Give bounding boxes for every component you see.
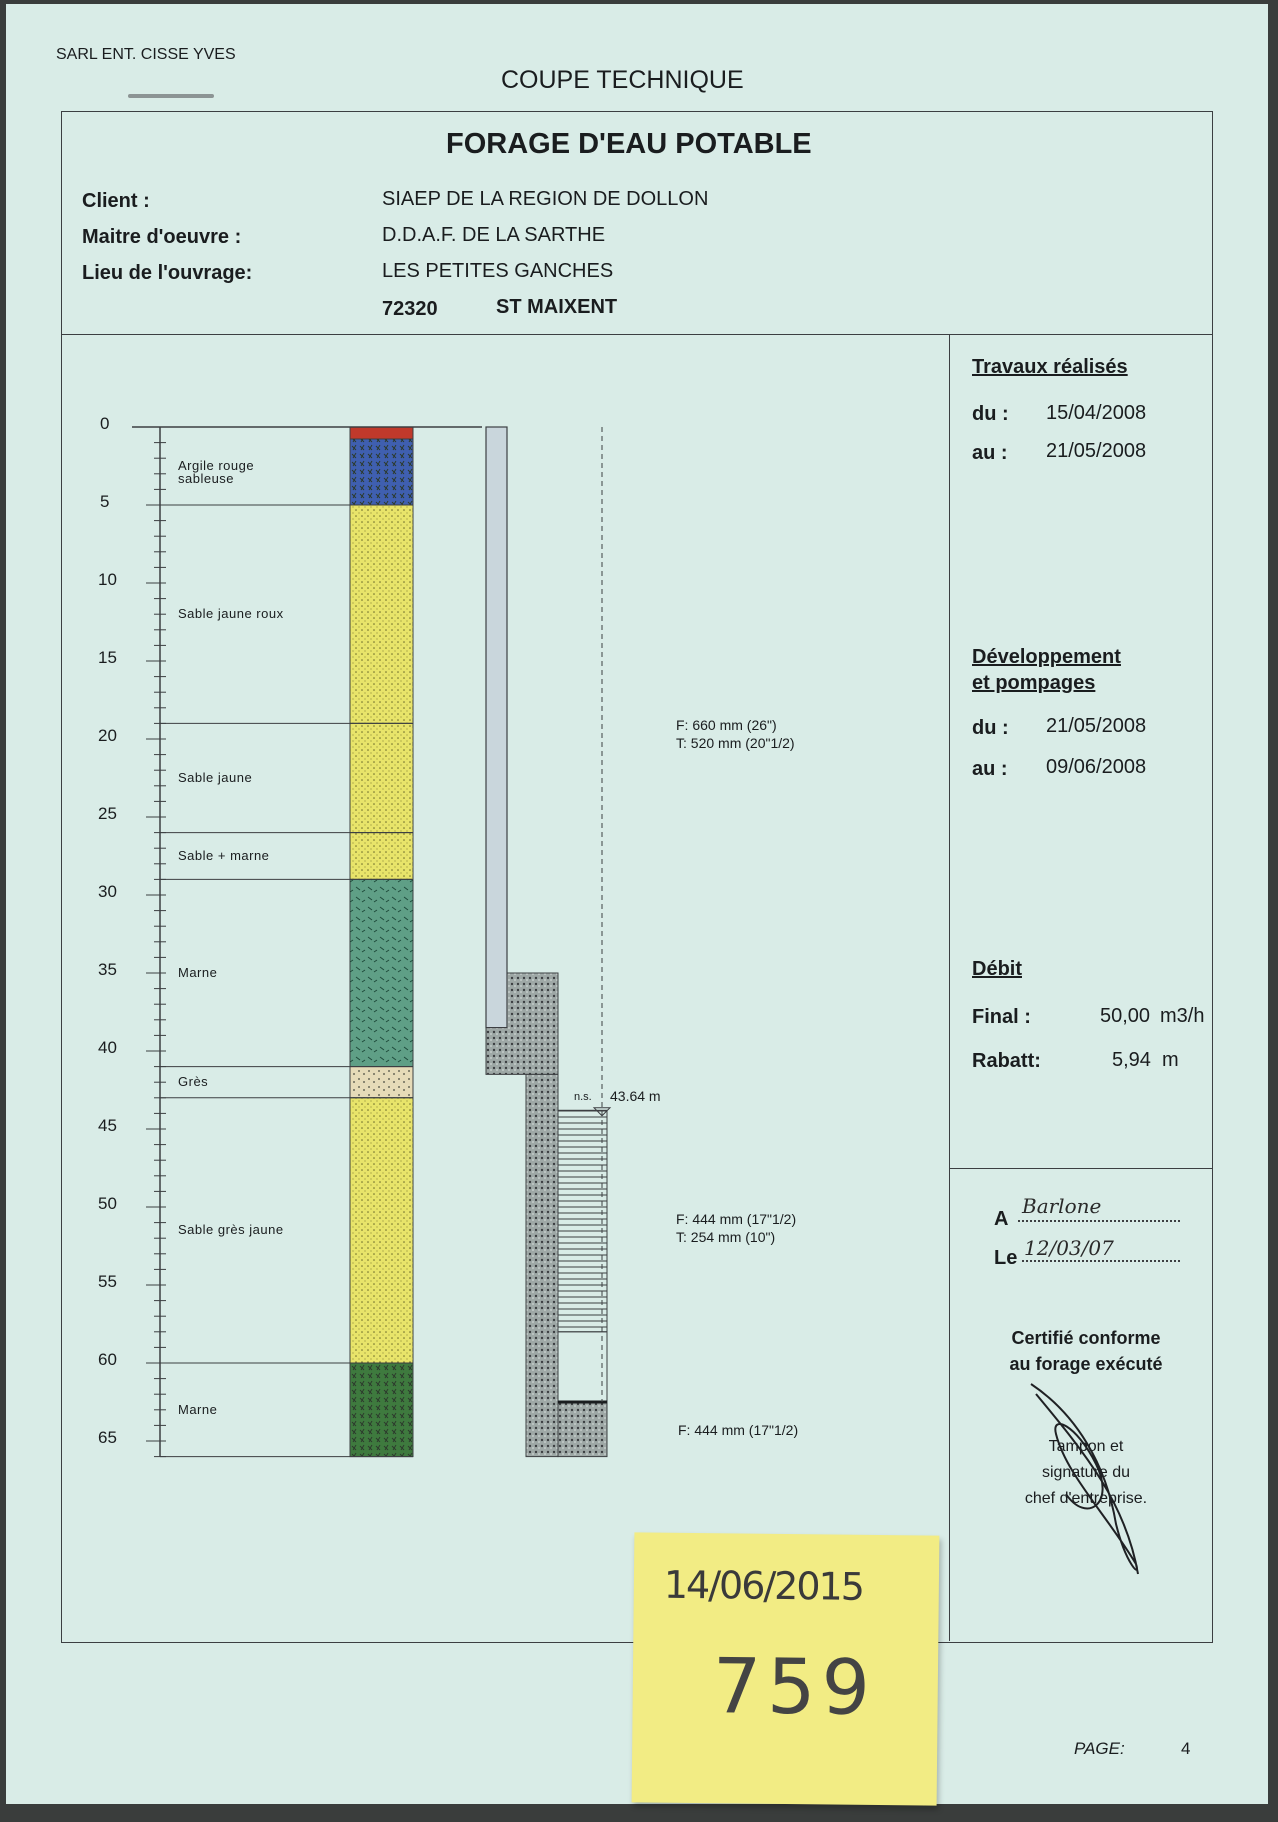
- maitre-label: Maitre d'oeuvre :: [82, 226, 242, 248]
- client-label: Client :: [82, 190, 150, 212]
- layer-label: Argile rouge sableuse: [178, 458, 255, 486]
- date-label: Le: [994, 1247, 1018, 1269]
- casing-upper-drill: F: 660 mm (26"): [676, 717, 777, 733]
- bottom-gravel: [558, 1402, 607, 1457]
- layer-texture: [350, 505, 413, 723]
- final-unit: m3/h: [1160, 1005, 1205, 1027]
- lieu-value: LES PETITES GANCHES: [382, 260, 614, 282]
- rabatt-label: Rabatt:: [972, 1050, 1041, 1072]
- layer-texture: [350, 723, 413, 832]
- depth-tick-label: 0: [100, 414, 110, 433]
- rabatt-value: 5,94: [1112, 1049, 1151, 1071]
- stamp-line-1: Tampon et: [1048, 1438, 1124, 1455]
- layer-label: Sable grès jaune: [178, 1222, 284, 1238]
- travaux-title: Travaux réalisés: [972, 356, 1128, 378]
- layer-label: Sable jaune roux: [178, 606, 284, 622]
- depth-tick-label: 20: [98, 726, 117, 745]
- casing-lower-drill: F: 444 mm (17"1/2): [676, 1211, 797, 1227]
- certified-line-1: Certifié conforme: [1011, 1328, 1161, 1348]
- depth-tick-label: 25: [98, 804, 117, 823]
- depth-tick-label: 65: [98, 1428, 117, 1447]
- layer-texture: [350, 439, 413, 505]
- static-level-value: 43.64 m: [610, 1088, 661, 1104]
- topsoil-band: [350, 427, 413, 439]
- travaux-au-value: 21/05/2008: [1046, 440, 1147, 462]
- dev-au-label: au :: [972, 758, 1008, 780]
- debit-title: Débit: [972, 958, 1022, 980]
- casing-upper-tube: T: 520 mm (20"1/2): [676, 735, 795, 751]
- layer-label: Sable jaune: [178, 770, 253, 785]
- certified-line-2: au forage exécuté: [1009, 1354, 1163, 1374]
- depth-tick-label: 60: [98, 1350, 117, 1369]
- layer-texture: [350, 833, 413, 880]
- dev-du-value: 21/05/2008: [1046, 715, 1147, 737]
- layer-texture: [350, 1098, 413, 1363]
- depth-tick-label: 15: [98, 648, 117, 667]
- sticky-note-date: 14/06/2015: [663, 1562, 864, 1609]
- stamp-line-3: chef d'entreprise.: [1024, 1490, 1148, 1507]
- page-number: 4: [1181, 1739, 1191, 1758]
- place-label: A: [994, 1208, 1009, 1230]
- city: ST MAIXENT: [496, 296, 618, 318]
- stamp-line-2: signature du: [1041, 1464, 1131, 1481]
- dev-au-value: 09/06/2008: [1046, 756, 1147, 778]
- final-label: Final :: [972, 1006, 1031, 1028]
- date-handwritten: 12/03/07: [1024, 1236, 1114, 1260]
- layer-label: Grès: [178, 1074, 209, 1090]
- place-handwritten: Barlone: [1022, 1194, 1102, 1218]
- postcode: 72320: [382, 298, 438, 320]
- depth-tick-label: 30: [98, 882, 117, 901]
- client-value: SIAEP DE LA REGION DE DOLLON: [382, 188, 709, 210]
- document-title: COUPE TECHNIQUE: [501, 66, 744, 94]
- travaux-du-label: du :: [972, 403, 1009, 425]
- layer-label: Marne: [178, 1401, 218, 1417]
- upper-casing-pipe: [486, 427, 507, 1028]
- depth-tick-label: 55: [98, 1272, 117, 1291]
- dev-du-label: du :: [972, 717, 1009, 739]
- depth-tick-label: 40: [98, 1038, 117, 1057]
- well-sump: [558, 1332, 607, 1402]
- main-title: FORAGE D'EAU POTABLE: [446, 128, 812, 160]
- final-value: 50,00: [1100, 1005, 1151, 1027]
- dev-title-2: et pompages: [972, 672, 1096, 694]
- rabatt-unit: m: [1162, 1049, 1179, 1071]
- layer-label: Sable + marne: [178, 848, 270, 863]
- well-screen: [558, 1110, 607, 1332]
- casing-lower-tube: T: 254 mm (10"): [676, 1229, 776, 1245]
- depth-tick-label: 35: [98, 960, 117, 979]
- travaux-au-label: au :: [972, 442, 1008, 464]
- sticky-note-number: 759: [712, 1641, 877, 1732]
- depth-tick-label: 5: [100, 492, 110, 511]
- layer-texture: [350, 1363, 413, 1457]
- layer-texture: [350, 1067, 413, 1098]
- depth-tick-label: 10: [98, 570, 117, 589]
- layer-texture: [350, 879, 413, 1066]
- company-name: SARL ENT. CISSE YVES: [56, 46, 236, 63]
- depth-tick-label: 45: [98, 1116, 117, 1135]
- travaux-du-value: 15/04/2008: [1046, 402, 1147, 424]
- maitre-value: D.D.A.F. DE LA SARTHE: [382, 224, 606, 246]
- sticky-note: [632, 1532, 940, 1805]
- depth-tick-label: 50: [98, 1194, 117, 1213]
- signature-scribble: [1016, 1374, 1146, 1584]
- lieu-label: Lieu de l'ouvrage:: [82, 262, 253, 284]
- layer-label: Marne: [178, 965, 218, 980]
- gravel-pack: [526, 1074, 558, 1456]
- page-label: PAGE:: [1074, 1739, 1125, 1758]
- static-level-label: n.s.: [574, 1091, 592, 1103]
- dev-title-1: Développement: [972, 646, 1121, 668]
- casing-bottom-drill: F: 444 mm (17"1/2): [678, 1422, 799, 1438]
